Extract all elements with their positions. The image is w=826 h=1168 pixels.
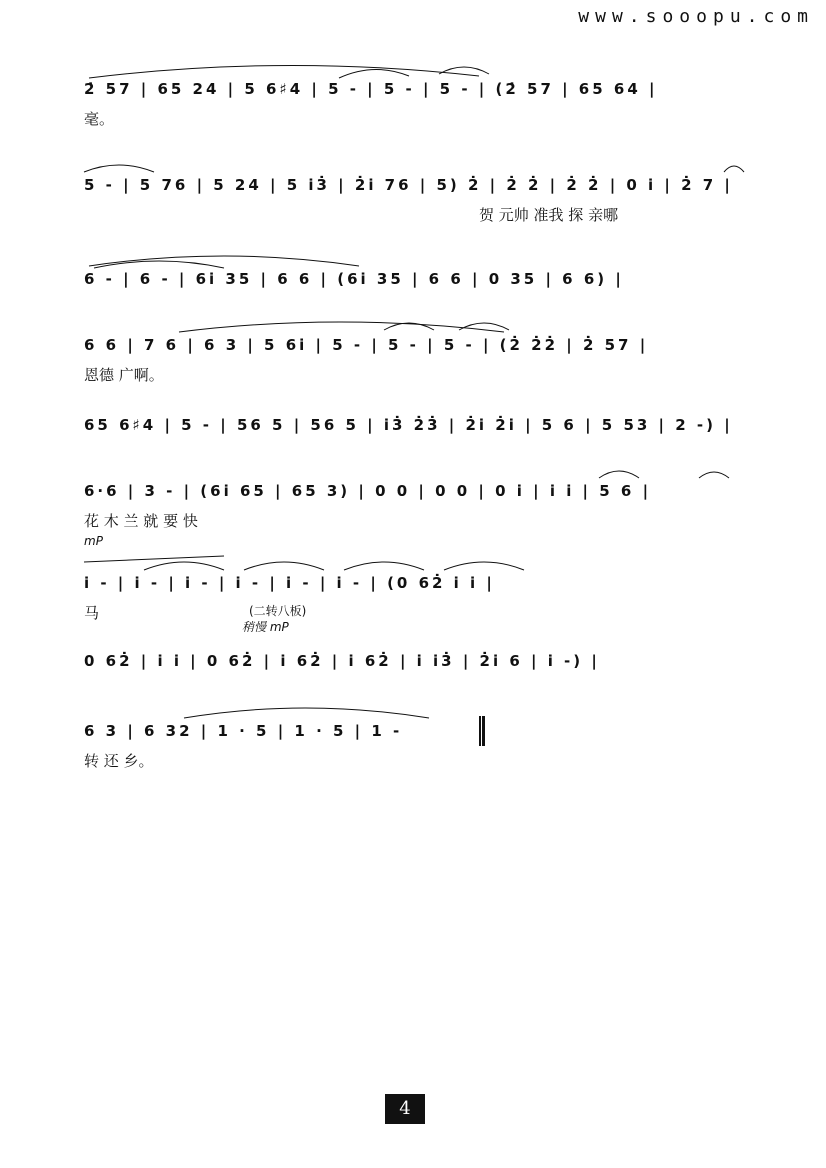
dynamic-mark: mP bbox=[84, 534, 103, 548]
dynamic-mark: 稍慢 mP bbox=[242, 620, 289, 634]
slur-marks bbox=[84, 554, 744, 576]
notation: i - | i - | i - | i - | i - | i - | (0 62̇ i i | bbox=[84, 574, 495, 592]
lyrics: 花 木 兰 就 要 快 bbox=[84, 512, 198, 530]
notation: 6·6 | 3 - | (6i 65 | 65 3) | 0 0 | 0 0 | 0 i | i i | 5 6 | bbox=[84, 482, 652, 500]
notation: 6 3 | 6 32 | 1 · 5 | 1 · 5 | 1 - bbox=[84, 722, 403, 740]
lyrics: 恩德 广啊。 bbox=[84, 366, 164, 384]
tempo-mark: (二转八板) bbox=[249, 604, 307, 618]
slur-marks bbox=[84, 462, 744, 484]
notation: 0 62̇ | i i | 0 62̇ | i 62̇ | i 62̇ | i i3̇ | 2̇i 6 | i -) | bbox=[84, 652, 600, 670]
notation: 5 - | 5 76 | 5 24 | 5 i3̇ | 2̇i 76 | 5) 2̇ | 2̇ 2̇ | 2̇ 2̇ | 0 i | 2̇ 7 | bbox=[84, 176, 733, 194]
lyrics: 贺 元帅 准我 探 亲哪 bbox=[479, 206, 619, 224]
notation: 6 - | 6 - | 6i 35 | 6 6 | (6i 35 | 6 6 | 0 35 | 6 6) | bbox=[84, 270, 624, 288]
notation: 65 6♯4 | 5 - | 56 5 | 56 5 | i3̇ 2̇3̇ | 2̇i 2̇i | 5 6 | 5 53 | 2 -) | bbox=[84, 416, 733, 434]
slur-marks bbox=[84, 702, 744, 724]
lyrics: 马 bbox=[84, 604, 100, 622]
slur-marks bbox=[84, 316, 744, 338]
final-barline bbox=[479, 716, 485, 746]
site-watermark: www.sooopu.com bbox=[578, 6, 814, 27]
lyrics: 转 还 乡。 bbox=[84, 752, 154, 770]
slur-marks bbox=[84, 60, 744, 82]
lyrics: 毫。 bbox=[84, 110, 115, 128]
notation: 2̇ 57 | 65 24 | 5 6♯4 | 5 - | 5 - | 5 - | (2̇ 57 | 65 64 | bbox=[84, 80, 658, 98]
notation: 6 6 | 7 6 | 6 3 | 5 6i | 5 - | 5 - | 5 - | (2̇ 2̇2̇ | 2̇ 57 | bbox=[84, 336, 649, 354]
slur-marks bbox=[84, 250, 744, 272]
page-number: 4 bbox=[385, 1094, 425, 1124]
slur-marks bbox=[84, 156, 744, 178]
